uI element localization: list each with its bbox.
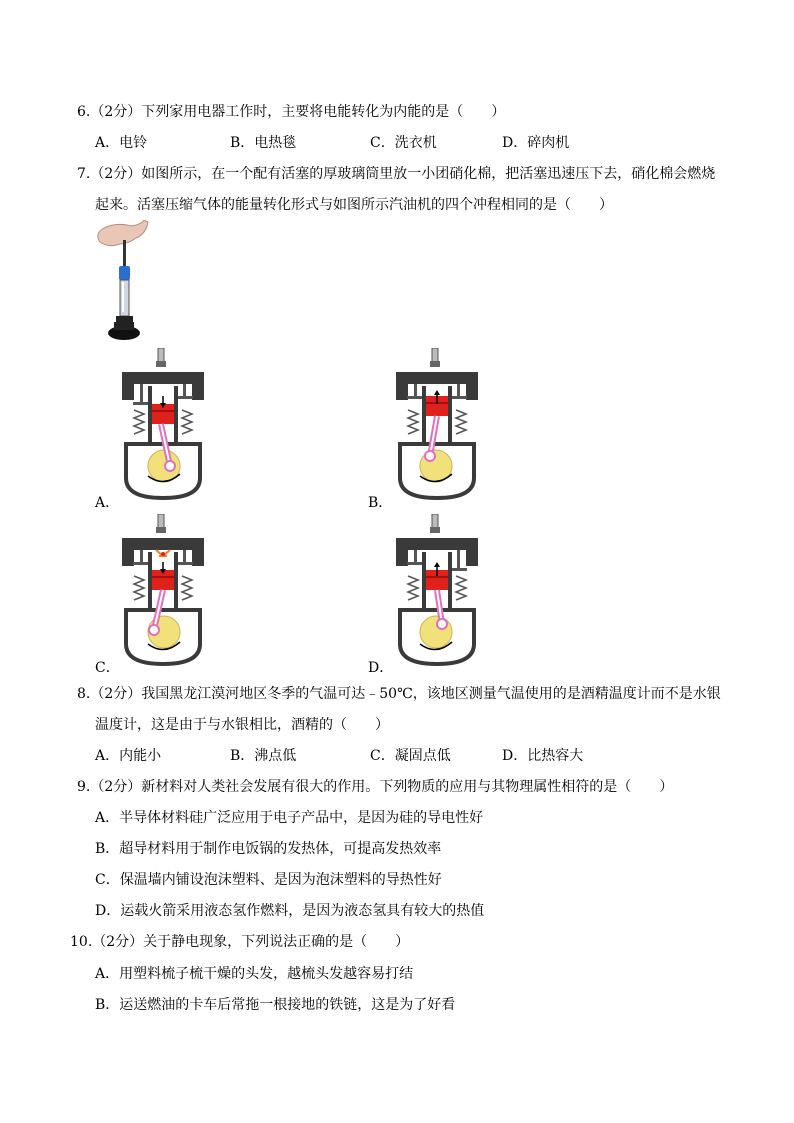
q9-option-d: D．运载火箭采用液态氢作燃料，是因为液态氢具有较大的热值	[95, 903, 485, 919]
q10-stem: 10.（2分）关于静电现象，下列说法正确的是（ ）	[70, 934, 410, 950]
q10-option-b: B．运送燃油的卡车后常拖一根接地的铁链，这是为了好看	[95, 997, 456, 1013]
engine-c-figure	[118, 514, 208, 666]
q8-option-b: B．沸点低	[230, 748, 297, 764]
q9-option-a: A．半导体材料硅广泛应用于电子产品中，是因为硅的导电性好	[95, 810, 484, 826]
q6-option-b: B．电热毯	[230, 135, 297, 151]
q7-option-b-label: B．	[368, 495, 393, 511]
q6-option-d: D．碎肉机	[502, 135, 570, 151]
q8-option-c: C．凝固点低	[370, 748, 451, 764]
engine-d-figure	[392, 514, 482, 666]
q7-option-a-label: A．	[95, 495, 120, 511]
q7-stem-line2: 起来。活塞压缩气体的能量转化形式与如图所示汽油机的四个冲程相同的是（ ）	[95, 197, 613, 213]
glass-cylinder-piston-figure	[92, 220, 152, 344]
engine-a-figure	[118, 348, 208, 500]
q8-stem-line2: 温度计，这是由于与水银相比，酒精的（ ）	[95, 717, 389, 733]
q7-option-c-label: C．	[95, 660, 120, 676]
q9-option-b: B．超导材料用于制作电饭锅的发热体，可提高发热效率	[95, 841, 442, 857]
q8-option-a: A．内能小	[95, 748, 162, 764]
q8-option-d: D．比热容大	[502, 748, 584, 764]
q7-option-d-label: D．	[368, 660, 394, 676]
q10-option-a: A．用塑料梳子梳干燥的头发，越梳头发越容易打结	[95, 966, 414, 982]
q7-stem-line1: 7.（2分）如图所示，在一个配有活塞的厚玻璃筒里放一小团硝化棉，把活塞迅速压下去，硝化棉会燃烧	[77, 166, 716, 182]
q8-stem-line1: 8.（2分）我国黑龙江漠河地区冬季的气温可达﹣50℃，该地区测量气温使用的是酒精温度计而不是水银	[77, 686, 721, 702]
engine-b-figure	[392, 348, 482, 500]
q6-stem: 6.（2分）下列家用电器工作时，主要将电能转化为内能的是（ ）	[77, 104, 506, 120]
q9-stem: 9.（2分）新材料对人类社会发展有很大的作用。下列物质的应用与其物理属性相符的是（ ）	[77, 779, 674, 795]
q6-option-c: C．洗衣机	[370, 135, 437, 151]
q9-option-c: C．保温墙内铺设泡沫塑料、是因为泡沫塑料的导热性好	[95, 872, 442, 888]
q6-option-a: A．电铃	[95, 135, 148, 151]
